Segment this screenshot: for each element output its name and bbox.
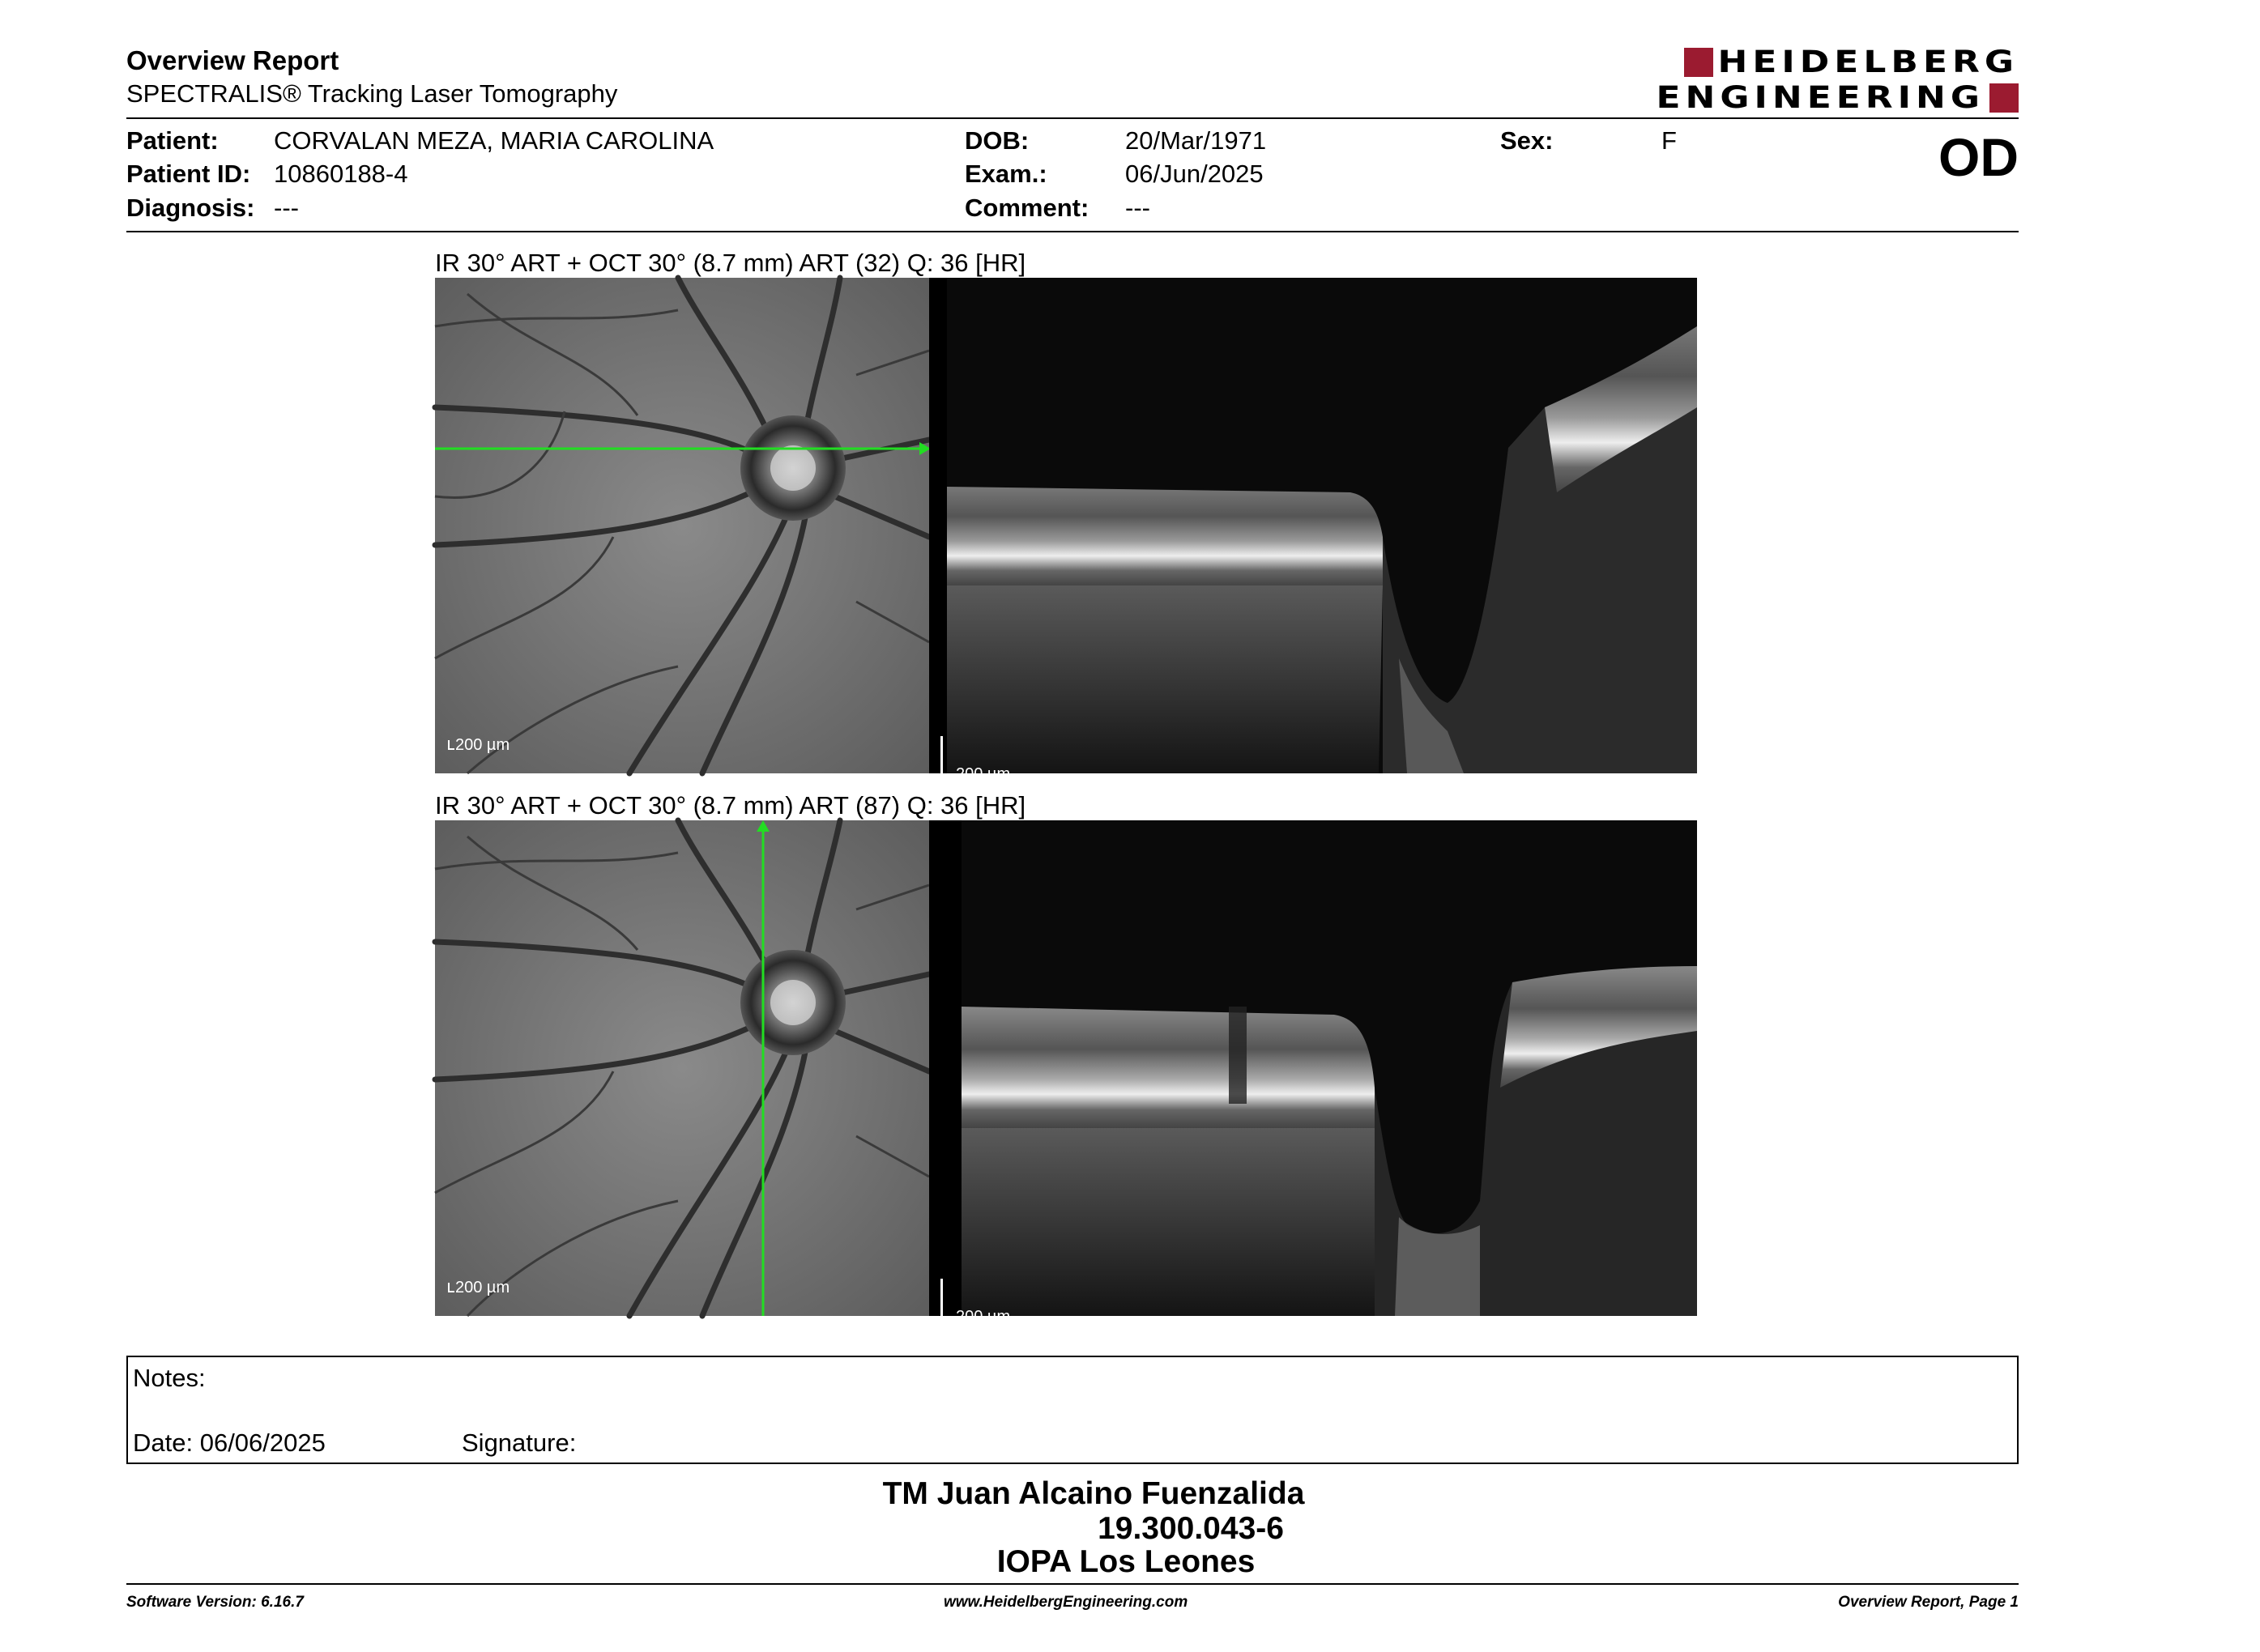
logo-line-2: ENGINEERING [1656, 79, 1985, 116]
scan-2-oct-scale-label: 200 µm [956, 1308, 1011, 1326]
scan-2-fundus-image [435, 820, 929, 1316]
scan-1-fundus-scale-label: 200 µm [455, 736, 510, 754]
comment-label: Comment: [965, 194, 1089, 222]
scale-bar-icon [940, 1279, 954, 1326]
signer-rut: 19.300.043-6 [1098, 1511, 1284, 1546]
scale-bar-icon [940, 736, 954, 784]
signer-name: TM Juan Alcaino Fuenzalida [882, 1476, 1305, 1511]
page-indicator: Overview Report, Page 1 [1838, 1594, 2019, 1611]
scan-1-horizontal-scan-line [435, 278, 929, 773]
scan-1-oct-scale [940, 736, 1010, 784]
scan-1-fundus-image [435, 278, 929, 773]
notes-label: Notes: [133, 1364, 206, 1392]
date-label: Date: 06/06/2025 [133, 1428, 326, 1457]
patient-id-value: 10860188-4 [274, 160, 408, 188]
comment-value: --- [1125, 194, 1150, 222]
scan-2-oct-image [929, 820, 1697, 1326]
header-divider [126, 117, 2019, 119]
exam-label: Exam.: [965, 160, 1047, 188]
signer-institution: IOPA Los Leones [996, 1544, 1256, 1579]
dob-label: DOB: [965, 126, 1030, 155]
scan-2-fundus-scale [448, 1279, 510, 1297]
scan-1-title: IR 30° ART + OCT 30° (8.7 mm) ART (32) Q: 36 [HR] [435, 249, 1026, 277]
notes-box[interactable] [126, 1356, 2019, 1464]
logo-square-icon [1684, 48, 1713, 77]
scan-1-oct-scale-label: 200 µm [956, 765, 1011, 783]
signature-label: Signature: [462, 1428, 577, 1457]
scan-2-fundus-scale-label: 200 µm [455, 1279, 510, 1296]
patient-id-label: Patient ID: [126, 160, 251, 188]
scan-2-oct-scale [940, 1279, 1010, 1326]
footer-divider [126, 1583, 2019, 1585]
logo-square-icon [1989, 83, 2019, 113]
eye-indicator: OD [1938, 127, 2019, 187]
scale-bar-icon [448, 1283, 454, 1292]
sex-value: F [1661, 126, 1677, 155]
sex-label: Sex: [1500, 126, 1554, 155]
software-version: Software Version: 6.16.7 [126, 1594, 304, 1611]
logo-line-1: HEIDELBERG [1717, 44, 2019, 80]
scan-1-oct-image [929, 278, 1697, 783]
website-link[interactable]: www.HeidelbergEngineering.com [944, 1594, 1188, 1611]
exam-value: 06/Jun/2025 [1125, 160, 1264, 188]
report-title: Overview Report [126, 45, 339, 75]
patient-label: Patient: [126, 126, 219, 155]
info-divider [126, 231, 2019, 232]
diagnosis-value: --- [274, 194, 299, 222]
diagnosis-label: Diagnosis: [126, 194, 255, 222]
dob-value: 20/Mar/1971 [1125, 126, 1267, 155]
heidelberg-logo [1648, 44, 2019, 116]
report-subtitle: SPECTRALIS® Tracking Laser Tomography [126, 79, 618, 108]
scan-2-title: IR 30° ART + OCT 30° (8.7 mm) ART (87) Q: 36 [HR] [435, 791, 1026, 820]
scale-bar-icon [448, 740, 454, 750]
patient-value: CORVALAN MEZA, MARIA CAROLINA [274, 126, 714, 155]
scan-1-fundus-scale [448, 736, 510, 755]
scan-2-vertical-scan-line [435, 820, 929, 1316]
